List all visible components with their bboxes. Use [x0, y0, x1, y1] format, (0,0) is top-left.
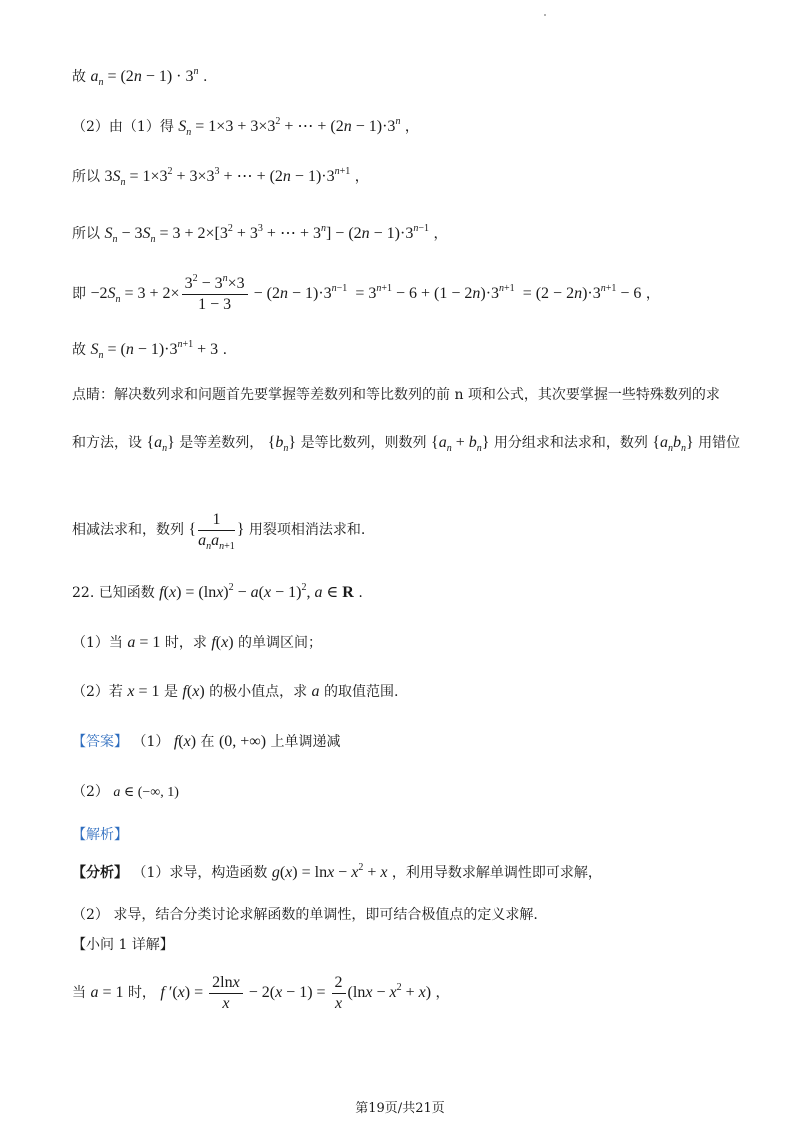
text: 是 [163, 684, 178, 700]
text-lead: 所以 [72, 226, 100, 242]
text-end: . [222, 342, 228, 358]
text: 用裂项相消法求和. [248, 522, 366, 538]
text: （2）若 [72, 684, 123, 700]
formula-bn-set: $\{b_n\}$ [267, 434, 297, 454]
text: 用错位 [698, 435, 741, 451]
formula-fx-short: f(x) [182, 683, 205, 700]
text: 时，求 [164, 635, 207, 651]
formula-fx: $f(x) = (\ln x)^2 - a(x - 1)^2$, a ∈ R [159, 582, 354, 601]
note-line-2 [72, 432, 740, 454]
text-lead: 故 [72, 69, 86, 85]
text: （1）当 [72, 635, 123, 651]
formula-neg2sn: $-2S_n = 3 + 2\times$ $\frac{3^2 - 3^n\times 3}{1 - 3}$ − $(2n - 1)\cdot 3^{n-1} = 3^{n+1} - 6 + (1 - 2n)\cdot 3^{n+1} = (2 - 2n)\cdot 3^{n+1} - 6$ [90, 272, 642, 313]
fraction: $\frac{3^2 - 3^n\times 3}{1 - 3}$ [182, 274, 248, 315]
text-end: . [202, 69, 208, 85]
formula-x-eq-1: x = 1 [127, 683, 160, 700]
formula-sn: $S_n = 1\times 3 + 3\times 3^2$ + ⋯ + $(2n - 1)\cdot 3^n$ [178, 116, 401, 138]
text-end: . [358, 585, 363, 601]
note-line-1: 点睛：解决数列求和问题首先要掌握等差数列和等比数列的前 n 项和公式，其次要掌握一些特殊数列的求 [72, 387, 720, 403]
formula-difference: $S_n - 3S_n = 3 + 2\times[3^2 + 3^3$ + ⋯ + $3^n] - (2n - 1)\cdot 3^{n-1}$ [104, 223, 429, 245]
analysis-line-2: （2） 求导，结合分类讨论求解函数的单调性，即可结合极值点的定义求解. [72, 907, 538, 923]
formula-reciprocal: { $\frac{1}{a_na_{n+1}}$ } [188, 510, 245, 552]
text: （2） [72, 784, 109, 800]
scan-dot [544, 14, 546, 16]
text: 22. 已知函数 [72, 585, 155, 601]
formula-interval: (0, +∞) [218, 733, 267, 750]
formula-an-bn: $\{a_nb_n\}$ [652, 434, 694, 454]
text-end: ， [404, 119, 419, 135]
formula-a-eq-1: a = 1 [90, 984, 124, 1001]
answer-part-2 [72, 781, 740, 804]
text: （1）求导，构造函数 [132, 865, 268, 881]
text-lead: 故 [72, 342, 86, 358]
question-part-2 [72, 681, 740, 703]
text-lead: 即 [72, 286, 86, 302]
text: 用分组求和法求和，数列 [493, 435, 648, 451]
text: （1） [132, 734, 170, 750]
formula-3sn: $3S_n = 1\times 3^2 + 3\times 3^3$ + ⋯ + $(2n - 1)\cdot 3^{n+1}$ [104, 166, 351, 188]
text-end: ， [433, 226, 448, 242]
formula-gx: $g(x) = \ln x - x^2 + x$ [271, 862, 388, 881]
formula-sn-final: $S_n = (n - 1)\cdot 3^{n+1} + 3$ [90, 339, 219, 361]
text: 在 [200, 734, 215, 750]
formula-a-range: a ∈ (−∞, 1) [113, 785, 179, 800]
line-sn-final [72, 339, 740, 361]
text-end: ， [435, 985, 450, 1001]
text: 上单调递减 [270, 734, 341, 750]
text-end: ， [645, 286, 660, 302]
note-line-3 [72, 508, 740, 552]
analysis-line-1 [72, 862, 740, 884]
line-an-result [72, 66, 740, 88]
text: 的取值范围. [324, 684, 399, 700]
text-lead: 所以 [72, 169, 100, 185]
question-22 [72, 582, 740, 604]
line-neg2sn [72, 272, 740, 316]
formula-a-eq-1: a = 1 [127, 634, 161, 651]
text: 和方法，设 [72, 435, 142, 451]
text: 是等比数列，则数列 [300, 435, 427, 451]
text: 是等差数列， [179, 435, 264, 451]
derivative-line [72, 970, 740, 1016]
formula-derivative: f ′(x) = $\frac{2\ln x}{x}$ − 2(x − 1) = $\frac{2}{x}$ $(\ln x - x^2 + x)$ [160, 973, 432, 1012]
text: 相减法求和，数列 [72, 522, 184, 538]
answer-part-1 [72, 731, 740, 753]
text: 时， [127, 985, 156, 1001]
text: 的极小值点，求 [209, 684, 308, 700]
text: 当 [72, 985, 86, 1001]
page-footer: 第19页/共21页 [355, 1101, 445, 1116]
line-3sn [72, 166, 740, 188]
formula-a: a [311, 683, 320, 700]
sub-question-heading: 【小问 1 详解】 [72, 937, 174, 953]
text-lead: （2）由（1）得 [72, 119, 174, 135]
question-part-1 [72, 632, 740, 654]
line-difference [72, 223, 740, 245]
analysis-tag: 【分析】 [72, 865, 128, 881]
answer-tag: 【答案】 [72, 734, 128, 750]
formula-fx-short: f(x) [211, 634, 234, 651]
formula-an-plus-bn: $\{a_n + b_n\}$ [431, 434, 490, 454]
text: 的单调区间； [237, 635, 322, 651]
formula-an: $a_n = (2n - 1) \cdot 3^n$ [90, 66, 199, 88]
formula-fx-short: f(x) [173, 733, 197, 750]
text-end: ， [354, 169, 369, 185]
formula-an-set: $\{a_n\}$ [146, 434, 175, 454]
text: ，利用导数求解单调性即可求解， [391, 865, 602, 881]
line-sn-sum [72, 116, 740, 138]
analysis-heading: 【解析】 [72, 827, 128, 843]
